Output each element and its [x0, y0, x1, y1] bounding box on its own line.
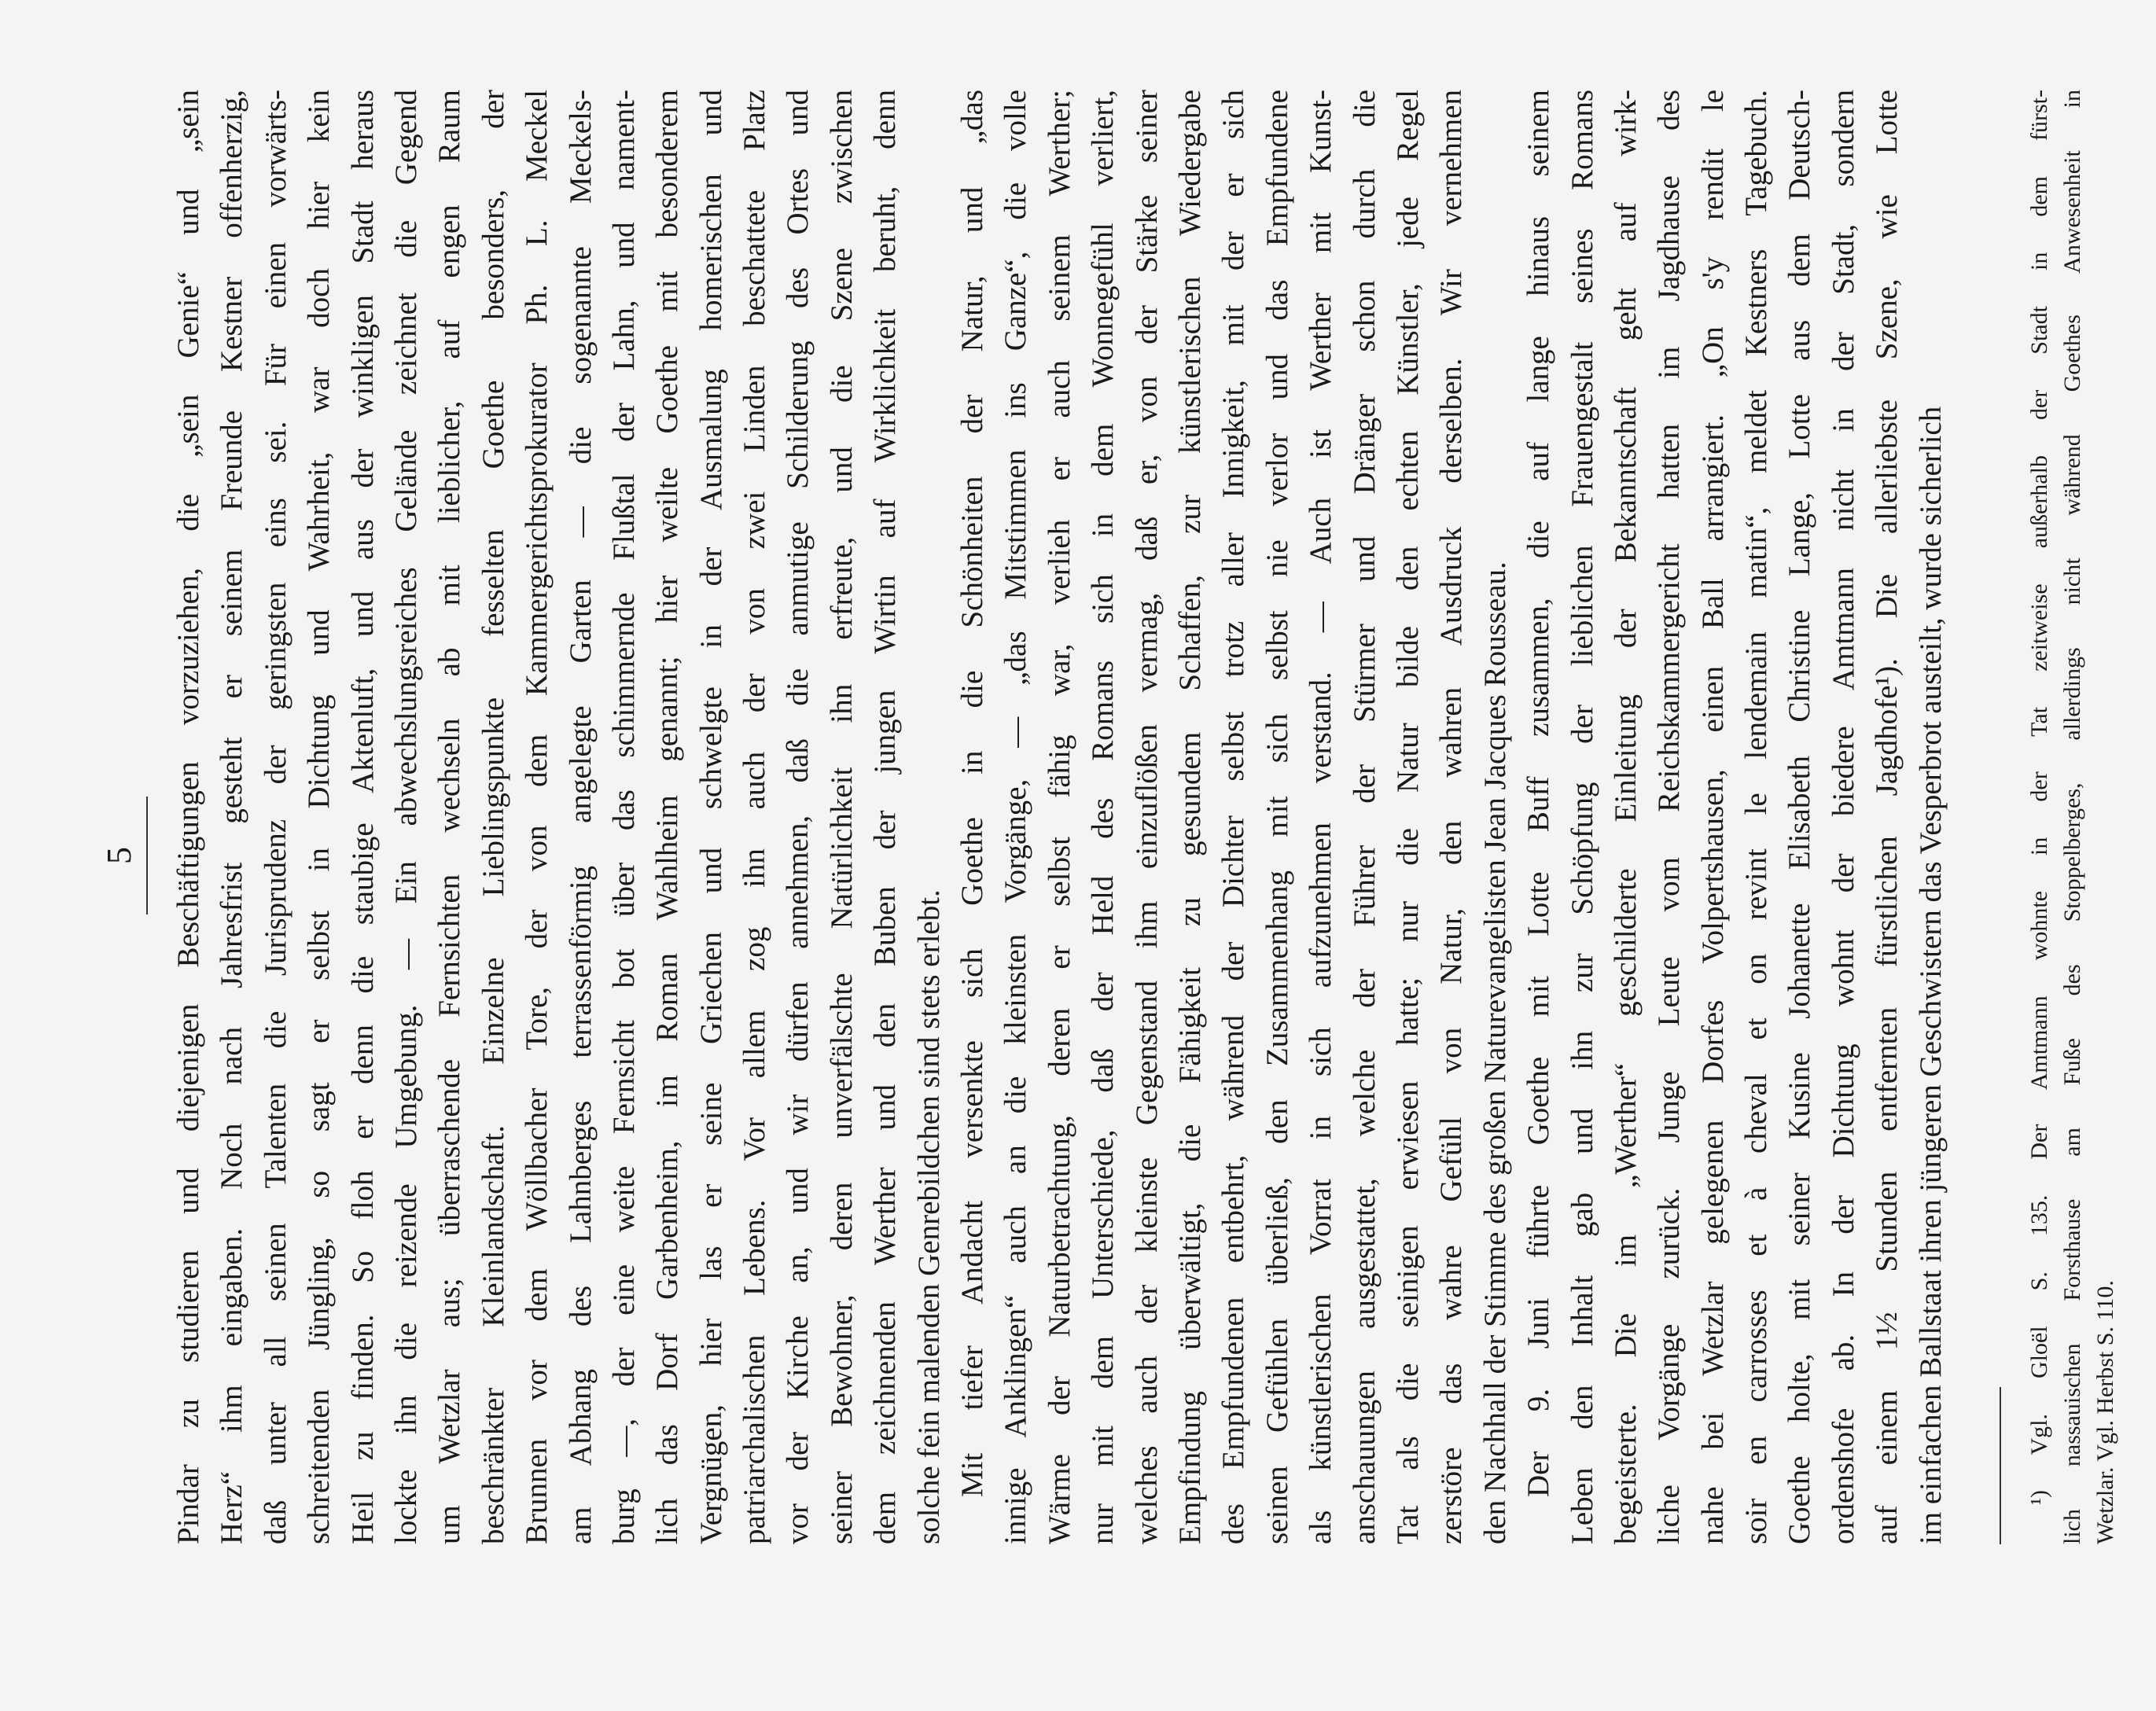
page-number: 5	[100, 847, 138, 864]
text-line: dem zeichnenden Werther und den Buben der jungen Wirtin auf Wirklichkeit beruht, denn	[868, 90, 903, 1544]
text-line: auf einem 1½ Stunden entfernten fürstlichen Jagdhofe¹). Die allerliebste Szene, wie Lotte	[1870, 90, 1904, 1544]
text-line: Empfindung überwältigt, die Fähigkeit zu gesundem Schaffen, zur künstlerischen Wiedergabe	[1172, 90, 1207, 1544]
text-line: daß unter all seinen Talenten die Jurisprudenz der geringsten eins sei. Für einen vorwärts-	[258, 90, 292, 1544]
text-line: im einfachen Ballstaat ihren jüngeren Geschwistern das Vesperbrot austeilt, wurde sicherlich	[1913, 406, 1948, 1544]
text-line: seiner Bewohner, deren unverfälschte Natürlichkeit ihn erfreute, und die Szene zwischen	[824, 90, 859, 1544]
text-line: burg —, der eine weite Fernsicht bot über das schimmernde Flußtal der Lahn, und nament-	[606, 90, 641, 1544]
text-line: soir en carrosses et à cheval et on revint le lendemain matin“, meldet Kestners Tagebuch.	[1739, 90, 1774, 1544]
body-text	[167, 90, 1952, 1544]
footnote	[2023, 90, 2122, 1544]
text-line: den Nachhall der Stimme des großen Naturevangelisten Jean Jacques Rousseau.	[1477, 561, 1512, 1544]
text-line: ordenshofe ab. In der Dichtung wohnt der biedere Amtmann nicht in der Stadt, sondern	[1826, 90, 1860, 1544]
text-line: anschauungen ausgestattet, welche der Führer der Stürmer und Dränger schon durch die	[1347, 90, 1382, 1544]
text-line: Tat als die seinigen erwiesen hatte; nur die Natur bilde den echten Künstler, jede Regel	[1390, 90, 1425, 1544]
text-line: Pindar zu studieren und diejenigen Beschäftigungen vorzuziehen, die „sein Genie“ und „sein	[171, 90, 205, 1544]
text-line: am Abhang des Lahnberges terrassenförmig angelegte Garten — die sogenannte Meckels-	[563, 90, 598, 1544]
text-line: zerstöre das wahre Gefühl von Natur, den wahren Ausdruck derselben. Wir vernehmen	[1434, 90, 1469, 1544]
text-line: Brunnen vor dem Wöllbacher Tore, der von dem Kammergerichtsprokurator Ph. L. Meckel	[520, 90, 554, 1544]
text-line: nur mit dem Unterschiede, daß der Held des Romans sich in dem Wonnegefühl verliert,	[1086, 90, 1120, 1544]
text-line: innige Anklingen“ auch an die kleinsten Vorgänge, — „das Mitstimmen ins Ganze“, die volle	[999, 90, 1033, 1544]
text-line: Leben den Inhalt gab und ihn zur Schöpfung der lieblichen Frauengestalt seines Romans	[1565, 90, 1599, 1544]
footnote-line: lich nassauischen Forsthause am Fuße des Stoppelberges, allerdings nicht während Goethes Anwesenheit in	[2059, 90, 2086, 1544]
text-line: welches auch der kleinste Gegenstand ihm einzuflößen vermag, daß er, von der Stärke seiner	[1129, 90, 1164, 1544]
paragraph-3	[1517, 90, 1952, 1544]
text-line: schreitenden Jüngling, so sagt er selbst in Dichtung und Wahrheit, war doch hier kein	[302, 90, 337, 1544]
text-line: beschränkter Kleinlandschaft. Einzelne Lieblingspunkte fesselten Goethe besonders, der	[476, 90, 510, 1544]
text-line: Der 9. Juni führte Goethe mit Lotte Buff zusammen, die auf lange hinaus seinem	[1521, 90, 1556, 1497]
text-line: liche Vorgänge zurück. Junge Leute vom Reichskammergericht hatten im Jagdhause des	[1652, 90, 1687, 1544]
footnote-rule	[2000, 1387, 2001, 1544]
text-line: Heil zu finden. So floh er denn die staubige Aktenluft, und aus der winkligen Stadt heraus	[345, 90, 380, 1544]
text-line: Vergnügen, hier las er seine Griechen und schwelgte in der Ausmalung homerischen und	[694, 90, 728, 1544]
page-number-rule	[146, 797, 148, 914]
page-header	[102, 0, 148, 1711]
text-line: patriarchalischen Lebens. Vor allem zog ihn auch der von zwei Linden beschattete Platz	[738, 90, 772, 1544]
text-line: um Wetzlar aus; überraschende Fernsichten wechseln ab mit lieblicher, auf engen Raum	[432, 90, 467, 1544]
text-line: Herz“ ihm eingaben. Noch nach Jahresfrist gesteht er seinem Freunde Kestner offenherzig,	[215, 90, 249, 1544]
text-line: Wärme der Naturbetrachtung, deren er selbst fähig war, verlieh er auch seinem Werther;	[1042, 90, 1076, 1544]
paragraph-1	[167, 90, 951, 1544]
footnote-line: ¹) Vgl. Gloël S. 135. Der Amtmann wohnte in der Tat zeitweise außerhalb der Stadt in dem fürst-	[2026, 90, 2053, 1505]
text-line: solche fein malenden Genrebildchen sind stets erlebt.	[911, 889, 946, 1544]
footnote-line: Wetzlar. Vgl. Herbst S. 110.	[2092, 1280, 2119, 1544]
text-line: begeisterte. Die im „Werther“ geschilderte Einleitung der Bekanntschaft geht auf wirk-	[1608, 90, 1643, 1544]
text-line: Mit tiefer Andacht versenkte sich Goethe in die Schönheiten der Natur, und „das	[955, 90, 990, 1497]
paragraph-2	[951, 90, 1517, 1544]
text-line: des Empfundenen entbehrt, während der Dichter selbst trotz aller Innigkeit, mit der er sich	[1216, 90, 1251, 1544]
text-line: lich das Dorf Garbenheim, im Roman Wahlheim genannt; hier weilte Goethe mit besonderem	[650, 90, 685, 1544]
text-line: lockte ihn die reizende Umgebung. — Ein abwechslungsreiches Gelände zeichnet die Gegend	[388, 90, 423, 1544]
text-line: Goethe holte, mit seiner Kusine Johanette Elisabeth Christine Lange, Lotte aus dem Deutsch-	[1783, 90, 1817, 1544]
text-line: seinen Gefühlen überließ, den Zusammenhang mit sich selbst nie verlor und das Empfundene	[1260, 90, 1294, 1544]
text-line: vor der Kirche an, und wir dürfen annehmen, daß die anmutige Schilderung des Ortes und	[781, 90, 815, 1544]
text-line: als künstlerischen Vorrat in sich aufzunehmen verstand. — Auch ist Werther mit Kunst-	[1304, 90, 1338, 1544]
text-line: nahe bei Wetzlar gelegenen Dorfes Volpertshausen, einen Ball arrangiert. „On s'y rendit le	[1695, 90, 1730, 1544]
